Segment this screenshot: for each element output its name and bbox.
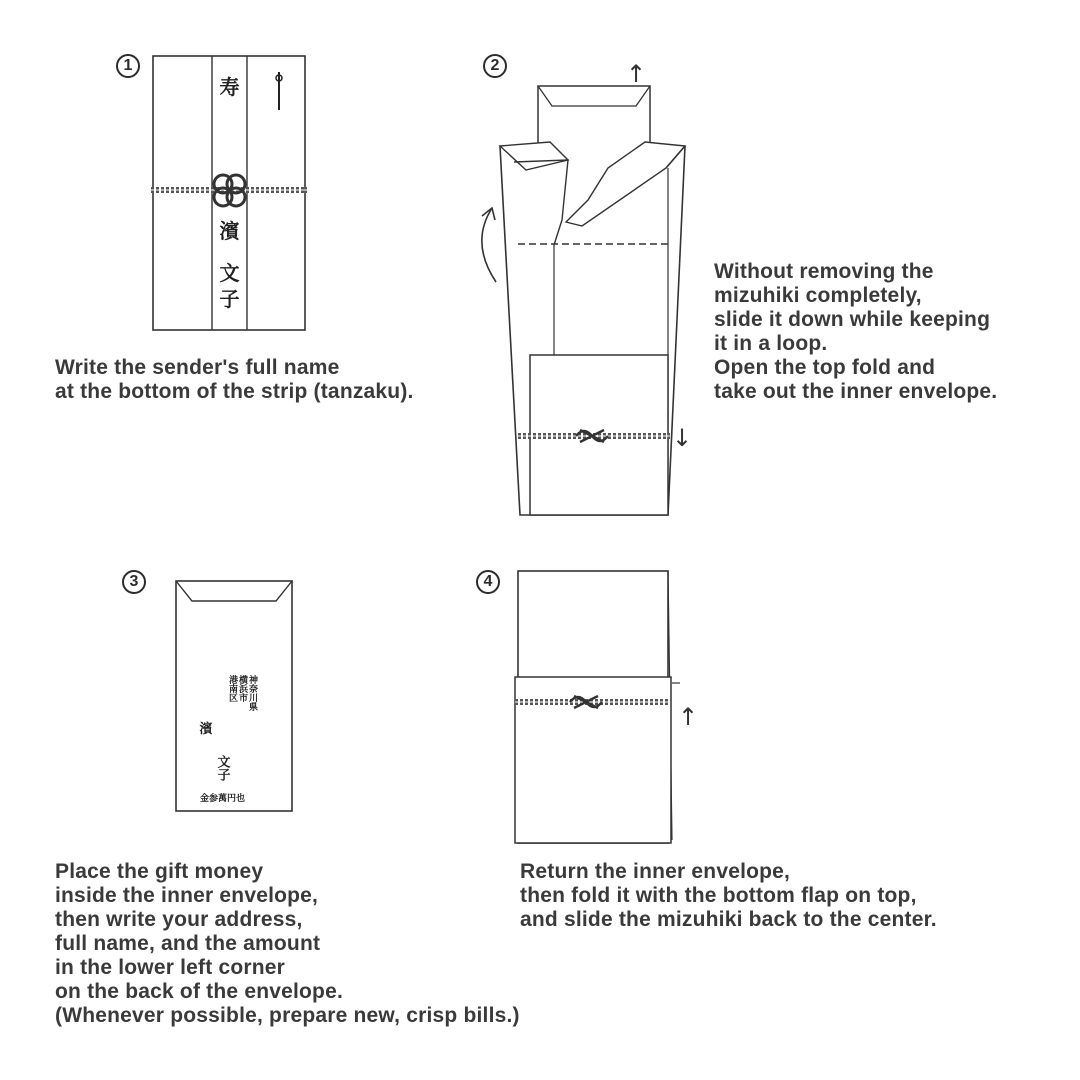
step-2-caption: Without removing the mizuhiki completely, slide it down while keeping it in a loop. Open the top fold and take out the inner envelope. <box>714 260 998 403</box>
sender-surname: 濱 <box>199 722 213 737</box>
step-4-number: 4 <box>476 570 500 594</box>
step-2-number: 2 <box>483 54 507 78</box>
slide-up-arrow-icon: ↑ <box>677 703 699 731</box>
step-1-caption: Write the sender's full name at the bottom of the strip (tanzaku). <box>55 356 414 403</box>
step-3-caption: Place the gift money inside the inner envelope, then write your address, full name, and the amount in the lower left corner on the back of the envelope. (Whenever possible, prepare new, crisp bills.) <box>55 860 520 1027</box>
pull-up-arrow-icon: ↑ <box>625 60 647 88</box>
strip-given-2-text: 子 <box>219 287 240 311</box>
noshi-icon <box>278 72 280 110</box>
unfold-curved-arrow-icon <box>482 208 496 282</box>
step-1-number: 1 <box>116 54 140 78</box>
step-4-caption: Return the inner envelope, then fold it with the bottom flap on top, and slide the mizuhiki back to the center. <box>520 860 937 931</box>
strip-kotobuki-text: 寿 <box>219 75 240 99</box>
step-2-envelope-illustration <box>470 50 700 525</box>
step-3-inner-envelope-illustration <box>170 575 300 815</box>
step-3-number: 3 <box>122 570 146 594</box>
step-4-envelope-illustration <box>510 565 710 850</box>
step-1-envelope-illustration <box>140 50 320 340</box>
sender-given-name: 文子 <box>214 755 230 781</box>
amount-text: 金参萬円也 <box>200 794 246 804</box>
address-line-3: 港南区 <box>227 675 237 702</box>
strip-given-1-text: 文 <box>219 261 240 285</box>
address-line-1: 神奈川県 <box>247 675 257 711</box>
strip-surname-text: 濱 <box>219 219 240 243</box>
slide-down-arrow-icon: ↓ <box>671 424 693 452</box>
address-line-2: 横浜市 <box>237 675 247 702</box>
